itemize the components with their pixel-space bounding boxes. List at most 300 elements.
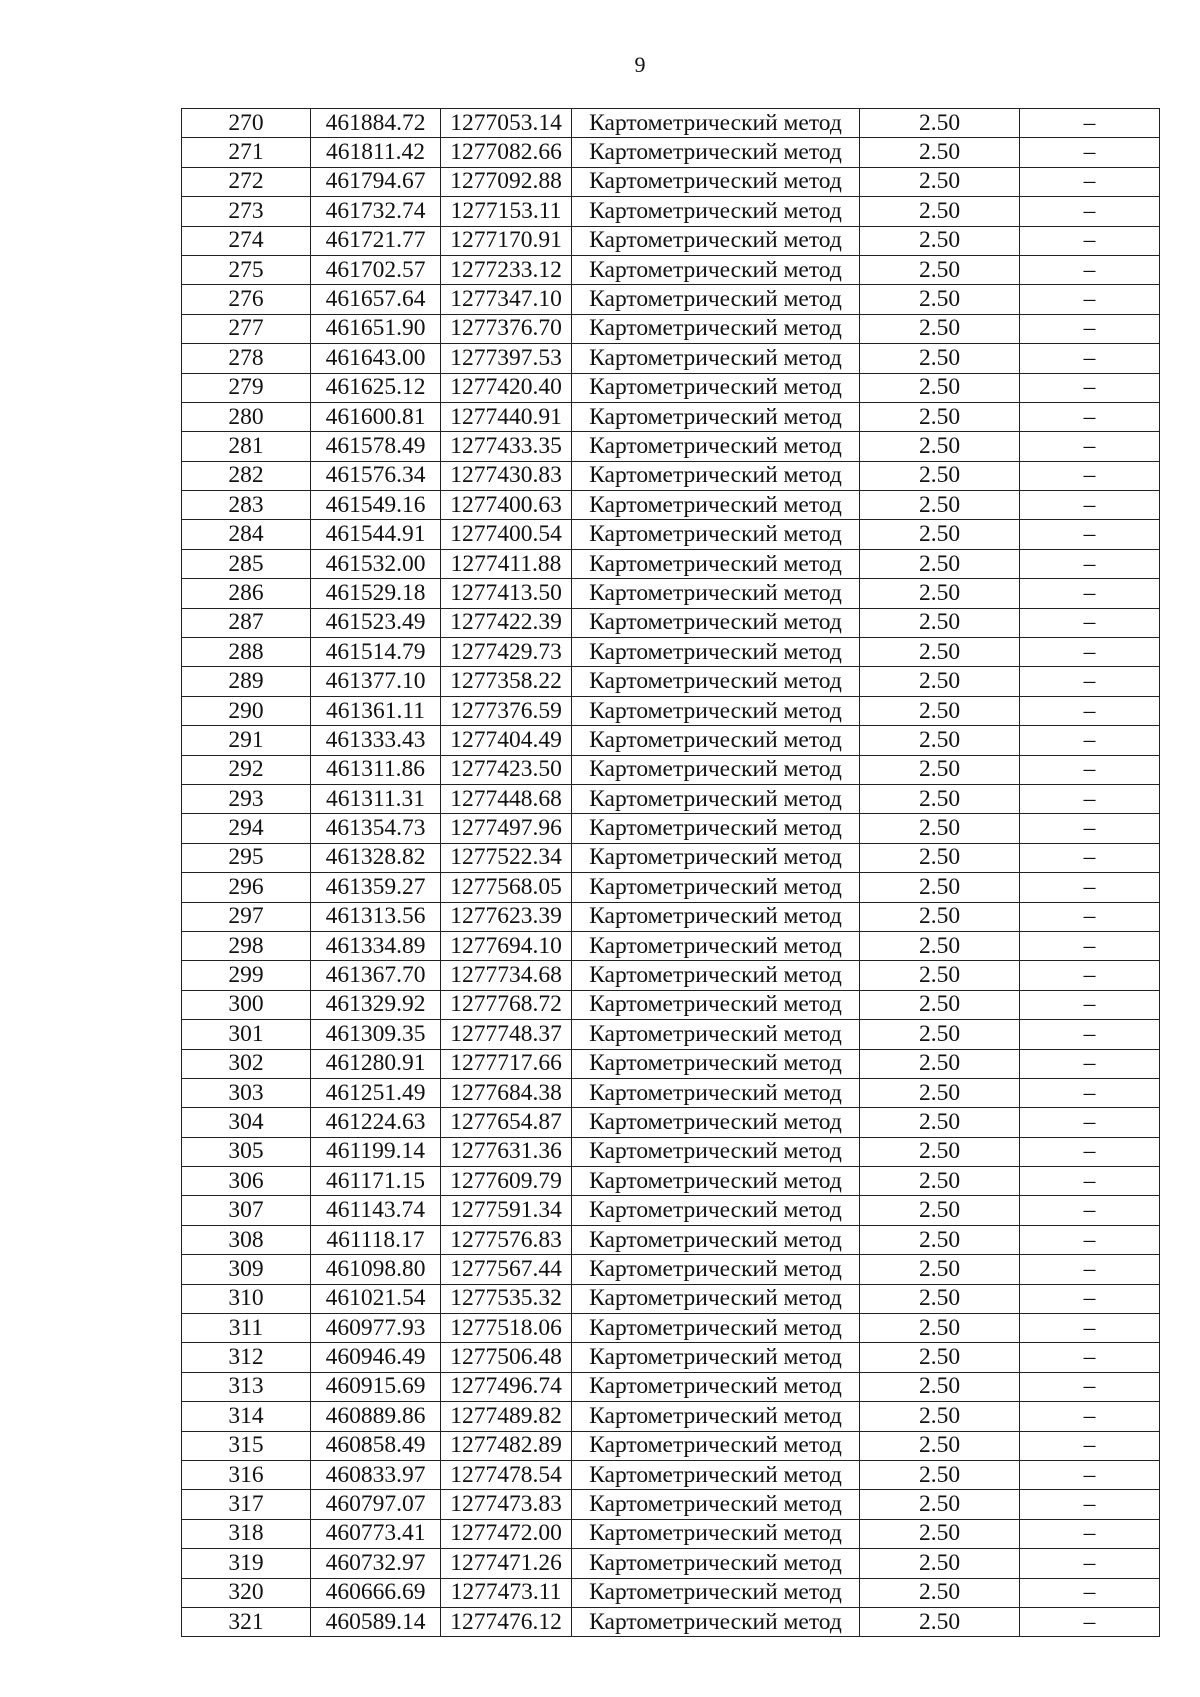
- table-row: [182, 255, 1160, 284]
- description-cell: –: [1020, 1431, 1160, 1460]
- accuracy-cell: 2.50: [860, 1108, 1020, 1137]
- description-cell: –: [1020, 197, 1160, 226]
- table-row: [182, 461, 1160, 490]
- accuracy-cell: 2.50: [860, 285, 1020, 314]
- point-number-cell: 283: [182, 491, 311, 520]
- method-cell: Картометрический метод: [572, 638, 860, 667]
- method-cell: Картометрический метод: [572, 1225, 860, 1254]
- point-number-cell: 280: [182, 402, 311, 431]
- x-coordinate-cell: 461377.10: [311, 667, 441, 696]
- table-row: [182, 873, 1160, 902]
- accuracy-cell: 2.50: [860, 373, 1020, 402]
- y-coordinate-cell: 1277518.06: [441, 1314, 572, 1343]
- table-row: [182, 1460, 1160, 1489]
- y-coordinate-cell: 1277478.54: [441, 1460, 572, 1489]
- point-number-cell: 293: [182, 784, 311, 813]
- y-coordinate-cell: 1277170.91: [441, 226, 572, 255]
- description-cell: –: [1020, 579, 1160, 608]
- y-coordinate-cell: 1277423.50: [441, 755, 572, 784]
- y-coordinate-cell: 1277684.38: [441, 1078, 572, 1107]
- method-cell: Картометрический метод: [572, 285, 860, 314]
- y-coordinate-cell: 1277591.34: [441, 1196, 572, 1225]
- x-coordinate-cell: 461657.64: [311, 285, 441, 314]
- table-row: [182, 843, 1160, 872]
- y-coordinate-cell: 1277567.44: [441, 1255, 572, 1284]
- y-coordinate-cell: 1277376.59: [441, 696, 572, 725]
- y-coordinate-cell: 1277397.53: [441, 344, 572, 373]
- table-row: [182, 1519, 1160, 1548]
- method-cell: Картометрический метод: [572, 755, 860, 784]
- x-coordinate-cell: 461333.43: [311, 726, 441, 755]
- x-coordinate-cell: 461171.15: [311, 1167, 441, 1196]
- y-coordinate-cell: 1277473.11: [441, 1578, 572, 1607]
- accuracy-cell: 2.50: [860, 931, 1020, 960]
- description-cell: –: [1020, 667, 1160, 696]
- description-cell: –: [1020, 902, 1160, 931]
- table-row: [182, 990, 1160, 1019]
- method-cell: Картометрический метод: [572, 784, 860, 813]
- method-cell: Картометрический метод: [572, 226, 860, 255]
- y-coordinate-cell: 1277433.35: [441, 432, 572, 461]
- x-coordinate-cell: 461532.00: [311, 549, 441, 578]
- accuracy-cell: 2.50: [860, 1460, 1020, 1489]
- y-coordinate-cell: 1277430.83: [441, 461, 572, 490]
- accuracy-cell: 2.50: [860, 1490, 1020, 1519]
- method-cell: Картометрический метод: [572, 167, 860, 196]
- table-row: [182, 226, 1160, 255]
- table-row: [182, 667, 1160, 696]
- table-row: [182, 1020, 1160, 1049]
- accuracy-cell: 2.50: [860, 402, 1020, 431]
- accuracy-cell: 2.50: [860, 109, 1020, 138]
- x-coordinate-cell: 461224.63: [311, 1108, 441, 1137]
- accuracy-cell: 2.50: [860, 638, 1020, 667]
- y-coordinate-cell: 1277092.88: [441, 167, 572, 196]
- x-coordinate-cell: 461313.56: [311, 902, 441, 931]
- point-number-cell: 292: [182, 755, 311, 784]
- x-coordinate-cell: 460732.97: [311, 1549, 441, 1578]
- point-number-cell: 279: [182, 373, 311, 402]
- description-cell: –: [1020, 1049, 1160, 1078]
- accuracy-cell: 2.50: [860, 1578, 1020, 1607]
- point-number-cell: 282: [182, 461, 311, 490]
- table-row: [182, 402, 1160, 431]
- point-number-cell: 291: [182, 726, 311, 755]
- accuracy-cell: 2.50: [860, 667, 1020, 696]
- accuracy-cell: 2.50: [860, 167, 1020, 196]
- description-cell: –: [1020, 726, 1160, 755]
- accuracy-cell: 2.50: [860, 1607, 1020, 1636]
- accuracy-cell: 2.50: [860, 755, 1020, 784]
- description-cell: –: [1020, 931, 1160, 960]
- point-number-cell: 281: [182, 432, 311, 461]
- table-row: [182, 931, 1160, 960]
- accuracy-cell: 2.50: [860, 1255, 1020, 1284]
- accuracy-cell: 2.50: [860, 226, 1020, 255]
- y-coordinate-cell: 1277694.10: [441, 931, 572, 960]
- x-coordinate-cell: 461143.74: [311, 1196, 441, 1225]
- table-row: [182, 1549, 1160, 1578]
- description-cell: –: [1020, 432, 1160, 461]
- method-cell: Картометрический метод: [572, 1108, 860, 1137]
- table-row: [182, 1284, 1160, 1313]
- table-row: [182, 755, 1160, 784]
- accuracy-cell: 2.50: [860, 608, 1020, 637]
- x-coordinate-cell: 461523.49: [311, 608, 441, 637]
- method-cell: Картометрический метод: [572, 1167, 860, 1196]
- y-coordinate-cell: 1277609.79: [441, 1167, 572, 1196]
- point-number-cell: 274: [182, 226, 311, 255]
- point-number-cell: 270: [182, 109, 311, 138]
- x-coordinate-cell: 461309.35: [311, 1020, 441, 1049]
- description-cell: –: [1020, 1314, 1160, 1343]
- description-cell: –: [1020, 167, 1160, 196]
- accuracy-cell: 2.50: [860, 1167, 1020, 1196]
- accuracy-cell: 2.50: [860, 1020, 1020, 1049]
- accuracy-cell: 2.50: [860, 902, 1020, 931]
- table-row: [182, 138, 1160, 167]
- x-coordinate-cell: 461794.67: [311, 167, 441, 196]
- point-number-cell: 307: [182, 1196, 311, 1225]
- description-cell: –: [1020, 638, 1160, 667]
- accuracy-cell: 2.50: [860, 1137, 1020, 1166]
- y-coordinate-cell: 1277471.26: [441, 1549, 572, 1578]
- accuracy-cell: 2.50: [860, 1549, 1020, 1578]
- y-coordinate-cell: 1277358.22: [441, 667, 572, 696]
- method-cell: Картометрический метод: [572, 1314, 860, 1343]
- x-coordinate-cell: 461625.12: [311, 373, 441, 402]
- accuracy-cell: 2.50: [860, 873, 1020, 902]
- description-cell: –: [1020, 491, 1160, 520]
- description-cell: –: [1020, 1284, 1160, 1313]
- x-coordinate-cell: 461311.86: [311, 755, 441, 784]
- point-number-cell: 316: [182, 1460, 311, 1489]
- x-coordinate-cell: 461199.14: [311, 1137, 441, 1166]
- description-cell: –: [1020, 873, 1160, 902]
- point-number-cell: 321: [182, 1607, 311, 1636]
- table-row: [182, 344, 1160, 373]
- y-coordinate-cell: 1277654.87: [441, 1108, 572, 1137]
- x-coordinate-cell: 461544.91: [311, 520, 441, 549]
- table-row: [182, 167, 1160, 196]
- accuracy-cell: 2.50: [860, 1431, 1020, 1460]
- method-cell: Картометрический метод: [572, 1519, 860, 1548]
- method-cell: Картометрический метод: [572, 1078, 860, 1107]
- description-cell: –: [1020, 1255, 1160, 1284]
- y-coordinate-cell: 1277522.34: [441, 843, 572, 872]
- y-coordinate-cell: 1277153.11: [441, 197, 572, 226]
- method-cell: Картометрический метод: [572, 1578, 860, 1607]
- coordinates-table: [181, 108, 1160, 1637]
- table-row: [182, 1049, 1160, 1078]
- description-cell: –: [1020, 138, 1160, 167]
- point-number-cell: 276: [182, 285, 311, 314]
- y-coordinate-cell: 1277347.10: [441, 285, 572, 314]
- accuracy-cell: 2.50: [860, 1519, 1020, 1548]
- x-coordinate-cell: 460589.14: [311, 1607, 441, 1636]
- point-number-cell: 318: [182, 1519, 311, 1548]
- method-cell: Картометрический метод: [572, 814, 860, 843]
- y-coordinate-cell: 1277429.73: [441, 638, 572, 667]
- table-row: [182, 1578, 1160, 1607]
- accuracy-cell: 2.50: [860, 491, 1020, 520]
- description-cell: –: [1020, 402, 1160, 431]
- y-coordinate-cell: 1277631.36: [441, 1137, 572, 1166]
- x-coordinate-cell: 460833.97: [311, 1460, 441, 1489]
- x-coordinate-cell: 461600.81: [311, 402, 441, 431]
- y-coordinate-cell: 1277448.68: [441, 784, 572, 813]
- x-coordinate-cell: 460797.07: [311, 1490, 441, 1519]
- description-cell: –: [1020, 843, 1160, 872]
- x-coordinate-cell: 460889.86: [311, 1402, 441, 1431]
- description-cell: –: [1020, 990, 1160, 1019]
- y-coordinate-cell: 1277053.14: [441, 109, 572, 138]
- x-coordinate-cell: 461811.42: [311, 138, 441, 167]
- description-cell: –: [1020, 255, 1160, 284]
- table-row: [182, 520, 1160, 549]
- y-coordinate-cell: 1277400.63: [441, 491, 572, 520]
- table-row: [182, 549, 1160, 578]
- y-coordinate-cell: 1277422.39: [441, 608, 572, 637]
- method-cell: Картометрический метод: [572, 197, 860, 226]
- description-cell: –: [1020, 608, 1160, 637]
- point-number-cell: 308: [182, 1225, 311, 1254]
- x-coordinate-cell: 461367.70: [311, 961, 441, 990]
- point-number-cell: 305: [182, 1137, 311, 1166]
- x-coordinate-cell: 460773.41: [311, 1519, 441, 1548]
- method-cell: Картометрический метод: [572, 402, 860, 431]
- accuracy-cell: 2.50: [860, 843, 1020, 872]
- x-coordinate-cell: 461514.79: [311, 638, 441, 667]
- accuracy-cell: 2.50: [860, 784, 1020, 813]
- x-coordinate-cell: 461354.73: [311, 814, 441, 843]
- point-number-cell: 304: [182, 1108, 311, 1137]
- method-cell: Картометрический метод: [572, 373, 860, 402]
- point-number-cell: 286: [182, 579, 311, 608]
- method-cell: Картометрический метод: [572, 1020, 860, 1049]
- method-cell: Картометрический метод: [572, 902, 860, 931]
- description-cell: –: [1020, 1078, 1160, 1107]
- description-cell: –: [1020, 1108, 1160, 1137]
- table-row: [182, 814, 1160, 843]
- accuracy-cell: 2.50: [860, 344, 1020, 373]
- method-cell: Картометрический метод: [572, 843, 860, 872]
- y-coordinate-cell: 1277748.37: [441, 1020, 572, 1049]
- table-row: [182, 1314, 1160, 1343]
- method-cell: Картометрический метод: [572, 873, 860, 902]
- x-coordinate-cell: 461329.92: [311, 990, 441, 1019]
- point-number-cell: 319: [182, 1549, 311, 1578]
- method-cell: Картометрический метод: [572, 1196, 860, 1225]
- x-coordinate-cell: 461311.31: [311, 784, 441, 813]
- table-row: [182, 432, 1160, 461]
- page-number: 9: [634, 52, 646, 77]
- accuracy-cell: 2.50: [860, 814, 1020, 843]
- method-cell: Картометрический метод: [572, 1372, 860, 1401]
- description-cell: –: [1020, 1343, 1160, 1372]
- point-number-cell: 320: [182, 1578, 311, 1607]
- method-cell: Картометрический метод: [572, 1460, 860, 1489]
- description-cell: –: [1020, 1196, 1160, 1225]
- x-coordinate-cell: 461098.80: [311, 1255, 441, 1284]
- x-coordinate-cell: 461702.57: [311, 255, 441, 284]
- point-number-cell: 312: [182, 1343, 311, 1372]
- description-cell: –: [1020, 285, 1160, 314]
- method-cell: Картометрический метод: [572, 990, 860, 1019]
- description-cell: –: [1020, 784, 1160, 813]
- x-coordinate-cell: 461721.77: [311, 226, 441, 255]
- accuracy-cell: 2.50: [860, 1402, 1020, 1431]
- point-number-cell: 309: [182, 1255, 311, 1284]
- method-cell: Картометрический метод: [572, 961, 860, 990]
- description-cell: –: [1020, 1607, 1160, 1636]
- method-cell: Картометрический метод: [572, 931, 860, 960]
- coordinates-table-body: [182, 109, 1160, 1637]
- x-coordinate-cell: 461334.89: [311, 931, 441, 960]
- x-coordinate-cell: 460946.49: [311, 1343, 441, 1372]
- x-coordinate-cell: 460666.69: [311, 1578, 441, 1607]
- y-coordinate-cell: 1277400.54: [441, 520, 572, 549]
- y-coordinate-cell: 1277623.39: [441, 902, 572, 931]
- description-cell: –: [1020, 696, 1160, 725]
- description-cell: –: [1020, 1167, 1160, 1196]
- point-number-cell: 289: [182, 667, 311, 696]
- method-cell: Картометрический метод: [572, 579, 860, 608]
- accuracy-cell: 2.50: [860, 696, 1020, 725]
- accuracy-cell: 2.50: [860, 990, 1020, 1019]
- y-coordinate-cell: 1277489.82: [441, 1402, 572, 1431]
- table-row: [182, 109, 1160, 138]
- table-row: [182, 491, 1160, 520]
- description-cell: –: [1020, 1549, 1160, 1578]
- method-cell: Картометрический метод: [572, 109, 860, 138]
- point-number-cell: 278: [182, 344, 311, 373]
- table-row: [182, 1372, 1160, 1401]
- table-row: [182, 1167, 1160, 1196]
- method-cell: Картометрический метод: [572, 255, 860, 284]
- x-coordinate-cell: 461643.00: [311, 344, 441, 373]
- method-cell: Картометрический метод: [572, 1137, 860, 1166]
- method-cell: Картометрический метод: [572, 667, 860, 696]
- y-coordinate-cell: 1277376.70: [441, 314, 572, 343]
- table-row: [182, 784, 1160, 813]
- description-cell: –: [1020, 461, 1160, 490]
- y-coordinate-cell: 1277768.72: [441, 990, 572, 1019]
- description-cell: –: [1020, 1490, 1160, 1519]
- accuracy-cell: 2.50: [860, 1196, 1020, 1225]
- x-coordinate-cell: 460858.49: [311, 1431, 441, 1460]
- method-cell: Картометрический метод: [572, 1490, 860, 1519]
- point-number-cell: 284: [182, 520, 311, 549]
- table-row: [182, 1490, 1160, 1519]
- x-coordinate-cell: 461118.17: [311, 1225, 441, 1254]
- table-row: [182, 285, 1160, 314]
- y-coordinate-cell: 1277576.83: [441, 1225, 572, 1254]
- y-coordinate-cell: 1277717.66: [441, 1049, 572, 1078]
- description-cell: –: [1020, 226, 1160, 255]
- y-coordinate-cell: 1277082.66: [441, 138, 572, 167]
- point-number-cell: 297: [182, 902, 311, 931]
- table-row: [182, 638, 1160, 667]
- method-cell: Картометрический метод: [572, 1255, 860, 1284]
- method-cell: Картометрический метод: [572, 549, 860, 578]
- description-cell: –: [1020, 1578, 1160, 1607]
- table-row: [182, 1607, 1160, 1636]
- y-coordinate-cell: 1277496.74: [441, 1372, 572, 1401]
- x-coordinate-cell: 461884.72: [311, 109, 441, 138]
- x-coordinate-cell: 461578.49: [311, 432, 441, 461]
- method-cell: Картометрический метод: [572, 1343, 860, 1372]
- accuracy-cell: 2.50: [860, 138, 1020, 167]
- point-number-cell: 298: [182, 931, 311, 960]
- y-coordinate-cell: 1277535.32: [441, 1284, 572, 1313]
- method-cell: Картометрический метод: [572, 726, 860, 755]
- table-row: [182, 1108, 1160, 1137]
- accuracy-cell: 2.50: [860, 726, 1020, 755]
- description-cell: –: [1020, 755, 1160, 784]
- point-number-cell: 273: [182, 197, 311, 226]
- x-coordinate-cell: 461359.27: [311, 873, 441, 902]
- method-cell: Картометрический метод: [572, 138, 860, 167]
- description-cell: –: [1020, 520, 1160, 549]
- method-cell: Картометрический метод: [572, 491, 860, 520]
- method-cell: Картометрический метод: [572, 696, 860, 725]
- method-cell: Картометрический метод: [572, 608, 860, 637]
- table-row: [182, 1343, 1160, 1372]
- description-cell: –: [1020, 1519, 1160, 1548]
- description-cell: –: [1020, 814, 1160, 843]
- accuracy-cell: 2.50: [860, 314, 1020, 343]
- x-coordinate-cell: 460915.69: [311, 1372, 441, 1401]
- method-cell: Картометрический метод: [572, 1607, 860, 1636]
- accuracy-cell: 2.50: [860, 1225, 1020, 1254]
- point-number-cell: 315: [182, 1431, 311, 1460]
- accuracy-cell: 2.50: [860, 549, 1020, 578]
- y-coordinate-cell: 1277472.00: [441, 1519, 572, 1548]
- method-cell: Картометрический метод: [572, 520, 860, 549]
- description-cell: –: [1020, 1137, 1160, 1166]
- accuracy-cell: 2.50: [860, 255, 1020, 284]
- accuracy-cell: 2.50: [860, 1314, 1020, 1343]
- table-row: [182, 373, 1160, 402]
- description-cell: –: [1020, 373, 1160, 402]
- description-cell: –: [1020, 1372, 1160, 1401]
- x-coordinate-cell: 460977.93: [311, 1314, 441, 1343]
- accuracy-cell: 2.50: [860, 461, 1020, 490]
- accuracy-cell: 2.50: [860, 1284, 1020, 1313]
- point-number-cell: 290: [182, 696, 311, 725]
- x-coordinate-cell: 461651.90: [311, 314, 441, 343]
- y-coordinate-cell: 1277411.88: [441, 549, 572, 578]
- x-coordinate-cell: 461549.16: [311, 491, 441, 520]
- x-coordinate-cell: 461732.74: [311, 197, 441, 226]
- method-cell: Картометрический метод: [572, 1431, 860, 1460]
- accuracy-cell: 2.50: [860, 432, 1020, 461]
- point-number-cell: 317: [182, 1490, 311, 1519]
- y-coordinate-cell: 1277568.05: [441, 873, 572, 902]
- table-row: [182, 1402, 1160, 1431]
- description-cell: –: [1020, 1460, 1160, 1489]
- method-cell: Картометрический метод: [572, 314, 860, 343]
- point-number-cell: 314: [182, 1402, 311, 1431]
- y-coordinate-cell: 1277473.83: [441, 1490, 572, 1519]
- description-cell: –: [1020, 314, 1160, 343]
- table-row: [182, 1225, 1160, 1254]
- y-coordinate-cell: 1277734.68: [441, 961, 572, 990]
- method-cell: Картометрический метод: [572, 1549, 860, 1578]
- point-number-cell: 299: [182, 961, 311, 990]
- accuracy-cell: 2.50: [860, 1343, 1020, 1372]
